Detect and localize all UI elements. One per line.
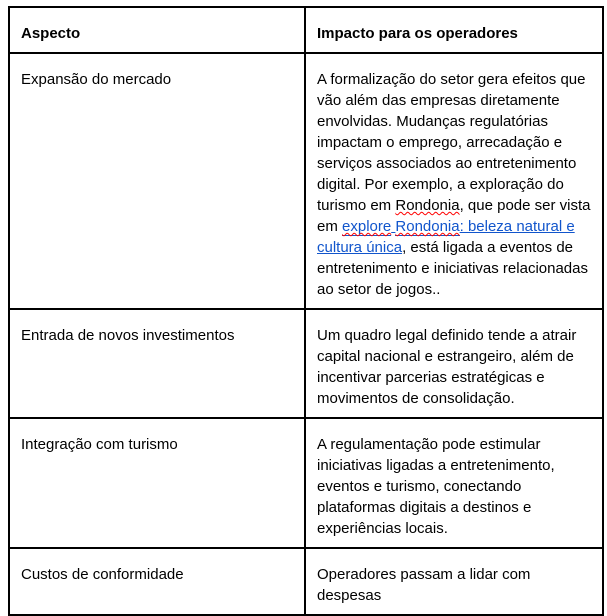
impacto-cell-investimentos — [305, 309, 603, 418]
impact-table — [8, 6, 604, 616]
text-segment: A regulamentação pode estimular iniciativas ligadas a entretenimento, eventos e turismo, conectando plataformas digitais a destinos e experiências locais. — [317, 436, 555, 537]
aspecto-cell-expansao: Expansão do mercado — [9, 53, 305, 309]
aspecto-cell-turismo: Integração com turismo — [9, 418, 305, 548]
column-header-impacto: Impacto para os operadores — [305, 7, 603, 53]
aspecto-cell-conformidade: Custos de conformidade — [9, 548, 305, 615]
impacto-cell-conformidade — [305, 548, 603, 615]
table-row — [9, 418, 603, 548]
text-segment: Operadores passam a lidar com despesas — [317, 566, 531, 604]
impacto-cell-expansao — [305, 53, 603, 309]
table-row — [9, 548, 603, 615]
text-segment: A formalização do setor gera efeitos que vão além das empresas diretamente envolvidas. Mudanças regulatórias impactam o emprego, arrecadação e serviços associados ao entretenimento digital. Por exemplo, a exploração do turismo em — [317, 71, 586, 214]
table-row — [9, 309, 603, 418]
table-header-row — [9, 7, 603, 53]
text-segment: Um quadro legal definido tende a atrair capital nacional e estrangeiro, além de incentivar parcerias estratégicas e movimentos de consolidação. — [317, 327, 577, 407]
column-header-aspecto: Aspecto — [9, 7, 305, 53]
text-segment: , está ligada a eventos de entretenimento e iniciativas relacionadas ao setor de jogos.. — [317, 239, 588, 298]
text-segment: , que pode ser vista em — [317, 197, 591, 235]
rondonia-link[interactable]: Rondonia — [395, 218, 460, 235]
table-row — [9, 53, 603, 309]
rondonia-link[interactable]: explore — [342, 218, 392, 235]
misspelled-word: Rondonia — [395, 197, 460, 214]
impacto-cell-turismo — [305, 418, 603, 548]
aspecto-cell-investimentos: Entrada de novos investimentos — [9, 309, 305, 418]
rondonia-link[interactable]: : beleza natural e cultura única — [317, 218, 575, 256]
